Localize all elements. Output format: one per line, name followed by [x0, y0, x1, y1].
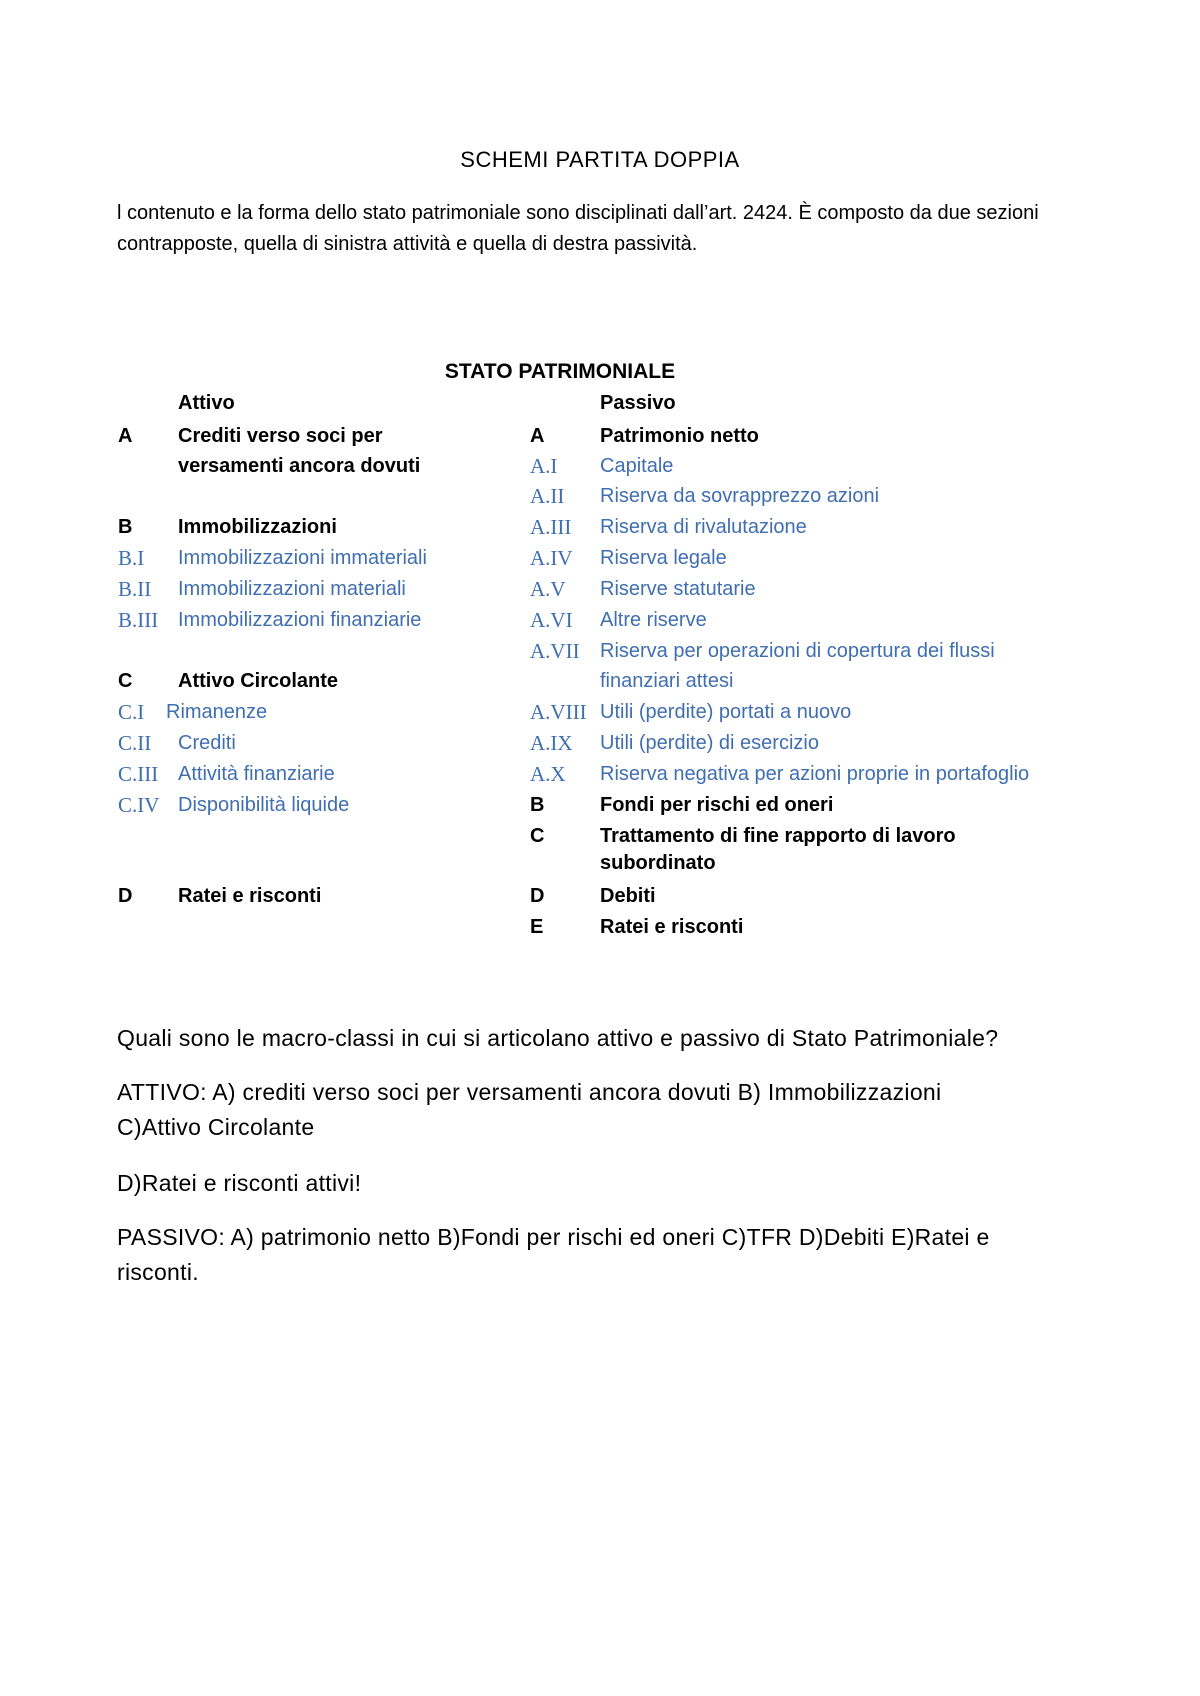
attivo-row-code: B	[118, 516, 133, 538]
attivo-row-code: C	[118, 670, 133, 692]
passivo-row-code: A.X	[530, 762, 566, 786]
passivo-row-code: A.I	[530, 454, 558, 478]
passivo-row-label: Debiti	[600, 885, 656, 907]
attivo-row-code: D	[118, 885, 133, 907]
passivo-row-label: finanziari attesi	[600, 670, 734, 692]
passivo-row-code: A.III	[530, 515, 572, 539]
attivo-row-label: Immobilizzazioni	[178, 516, 337, 538]
passivo-row-code: A.IV	[530, 546, 573, 570]
question: Quali sono le macro-classi in cui si articolano attivo e passivo di Stato Patrimoniale?	[117, 1025, 999, 1051]
passivo-row-label: Riserva da sovrapprezzo azioni	[600, 485, 880, 507]
stato-patrimoniale-title: STATO PATRIMONIALE	[444, 360, 676, 383]
attivo-answer-line3: D)Ratei e risconti attivi!	[117, 1170, 362, 1196]
attivo-row-code: B.I	[118, 546, 145, 570]
attivo-row-label: Ratei e risconti	[178, 885, 322, 907]
document-title: SCHEMI PARTITA DOPPIA	[460, 147, 740, 172]
attivo-row-label: Disponibilità liquide	[178, 794, 350, 816]
attivo-row-label: Immobilizzazioni materiali	[178, 578, 406, 600]
attivo-row-label: Attivo Circolante	[178, 670, 339, 692]
attivo-row-label: Crediti	[178, 732, 236, 754]
passivo-row-code: A.V	[530, 577, 566, 601]
passivo-row-code: B	[530, 794, 545, 816]
attivo-row-label: Immobilizzazioni finanziarie	[178, 609, 422, 631]
passivo-row-label: Riserva negativa per azioni proprie in portafoglio	[600, 763, 1030, 785]
passivo-row-label: Riserva di rivalutazione	[600, 516, 807, 538]
passivo-row-label: Fondi per rischi ed oneri	[600, 794, 834, 816]
passivo-row-label: Trattamento di fine rapporto di lavoro	[600, 825, 956, 847]
passivo-row-code: C	[530, 825, 545, 847]
attivo-row-label: versamenti ancora dovuti	[178, 455, 421, 477]
attivo-row-label: Attività finanziarie	[178, 763, 335, 785]
intro-paragraph: l contenuto e la forma dello stato patrimoniale sono disciplinati dall’art. 2424. È composto da due sezioni contrapposte, quella di sinistra attività e quella di destra passività.	[117, 202, 1039, 255]
attivo-row-label: Rimanenze	[166, 701, 268, 723]
passivo-row-code: E	[530, 916, 544, 938]
passivo-row-code: A.VII	[530, 639, 580, 663]
passivo-row-code: A	[530, 425, 545, 447]
attivo-row-code: A	[118, 425, 133, 447]
attivo-row-code: C.I	[118, 700, 145, 724]
passivo-row-label: Patrimonio netto	[600, 425, 759, 447]
attivo-header: Attivo	[178, 392, 235, 414]
attivo-answer-line2: C)Attivo Circolante	[117, 1114, 315, 1140]
passivo-answer-line1: PASSIVO: A) patrimonio netto B)Fondi per rischi ed oneri C)TFR D)Debiti E)Ratei e	[117, 1224, 990, 1250]
attivo-row-code: C.III	[118, 762, 159, 786]
passivo-row-code: A.IX	[530, 731, 573, 755]
passivo-row-label: Ratei e risconti	[600, 916, 744, 938]
attivo-row-label: Crediti verso soci per	[178, 425, 383, 447]
passivo-row-label: Riserva per operazioni di copertura dei flussi	[600, 640, 995, 662]
attivo-row-code: C.IV	[118, 793, 160, 817]
passivo-row-label: Altre riserve	[600, 609, 707, 631]
attivo-row-code: C.II	[118, 731, 152, 755]
passivo-row-code: A.VI	[530, 608, 573, 632]
passivo-row-label: subordinato	[600, 852, 716, 874]
attivo-row-code: B.III	[118, 608, 159, 632]
passivo-row-code: D	[530, 885, 545, 907]
attivo-answer-line1: ATTIVO: A) crediti verso soci per versamenti ancora dovuti B) Immobilizzazioni	[117, 1079, 942, 1105]
passivo-row-label: Utili (perdite) di esercizio	[600, 732, 819, 754]
passivo-header: Passivo	[600, 392, 676, 414]
passivo-row-label: Riserva legale	[600, 547, 727, 569]
passivo-row-code: A.VIII	[530, 700, 587, 724]
passivo-row-label: Utili (perdite) portati a nuovo	[600, 701, 852, 723]
passivo-answer-line2: risconti.	[117, 1259, 199, 1285]
attivo-row-label: Immobilizzazioni immateriali	[178, 547, 427, 569]
attivo-row-code: B.II	[118, 577, 152, 601]
passivo-row-label: Riserve statutarie	[600, 578, 756, 600]
passivo-row-code: A.II	[530, 484, 565, 508]
passivo-row-label: Capitale	[600, 455, 674, 477]
